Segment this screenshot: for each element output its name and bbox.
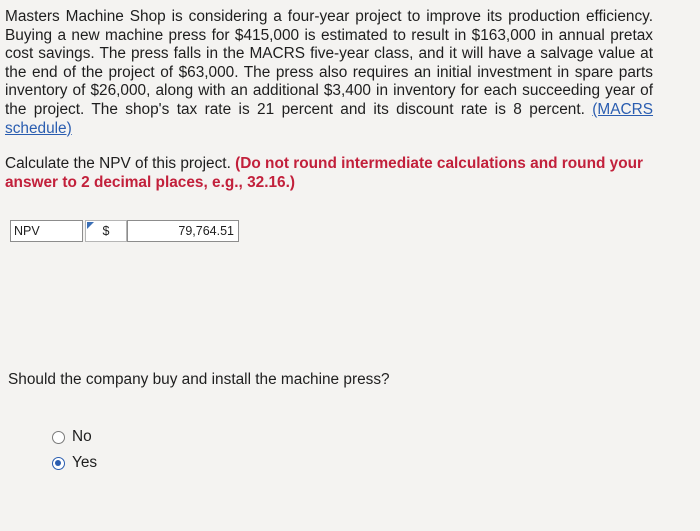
- instruction: [5, 154, 655, 192]
- radio-yes[interactable]: [52, 457, 65, 470]
- macrs-schedule-link[interactable]: (MACRS schedule): [5, 100, 654, 137]
- answer-options: [52, 424, 97, 476]
- instruction-text: Calculate the NPV of this project.: [5, 155, 231, 172]
- currency-symbol: $: [102, 224, 110, 238]
- option-no[interactable]: [52, 424, 97, 450]
- question-text: Should the company buy and install the machine press?: [8, 371, 390, 388]
- npv-label: NPV: [10, 220, 83, 242]
- option-no-label: No: [72, 428, 92, 445]
- problem-text: Masters Machine Shop is considering a four-year project to improve its production efficiency. Buying a new machine press for $415,000 is estimated to result in $163,000 in annual pretax cost savings. The press falls in the MACRS five-year class, and it will have a salvage value at the end of the project of $63,000. The press also requires an initial investment in spare parts inventory of $26,000, along with an additional $3,400 in inventory for each succeeding year of the project. The shop's tax rate is 21 percent and its discount rate is 8 percent.: [5, 8, 653, 118]
- option-yes-label: Yes: [72, 454, 98, 471]
- currency-cell: [85, 220, 127, 242]
- radio-no[interactable]: [52, 431, 65, 444]
- option-yes[interactable]: [52, 450, 97, 476]
- npv-answer-row: [10, 220, 239, 242]
- rounding-note: (Do not round intermediate calculations and round your answer to 2 decimal places, e.g., 32.16.): [5, 155, 643, 191]
- corner-flag-icon: [87, 222, 94, 229]
- npv-input[interactable]: 79,764.51: [127, 220, 239, 242]
- problem-statement: [5, 8, 653, 138]
